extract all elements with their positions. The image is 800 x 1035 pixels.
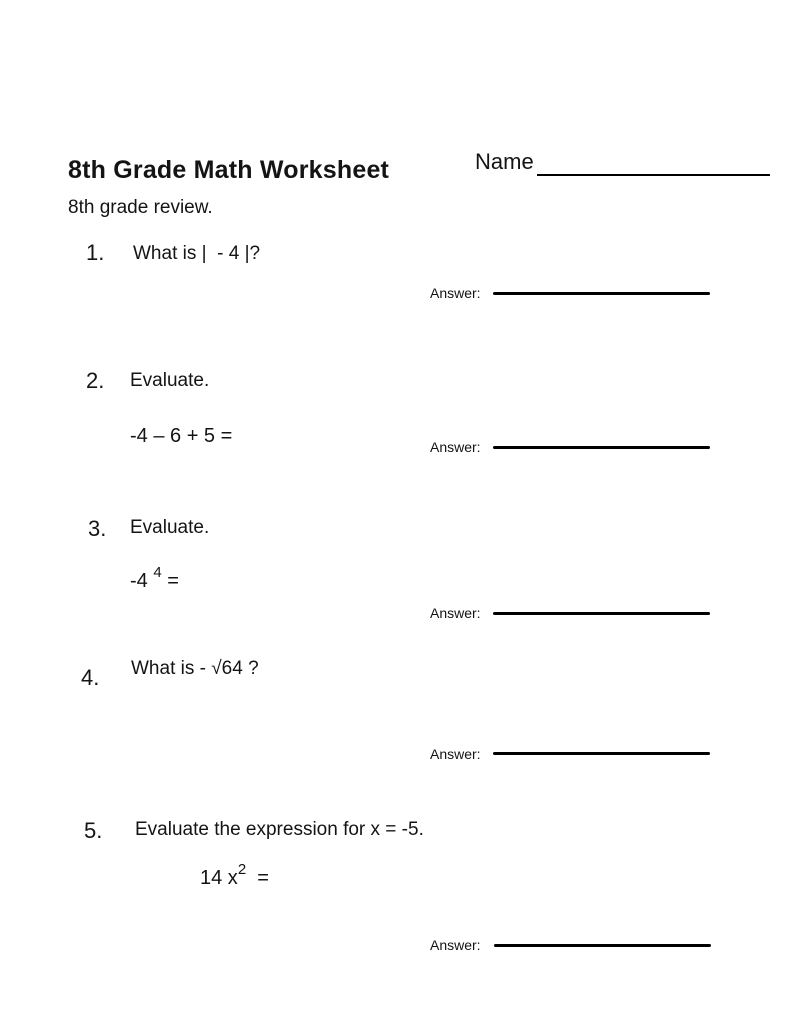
answer-4-label: Answer: [430, 746, 481, 762]
question-5-expression [200, 861, 269, 890]
answer-3-label: Answer: [430, 605, 481, 621]
question-2-text: Evaluate. [130, 370, 210, 391]
question-4-text: What is - √64 ? [131, 658, 259, 679]
question-3-number: 3. [88, 516, 107, 541]
page-title: 8th Grade Math Worksheet [68, 156, 390, 184]
answer-5-label: Answer: [430, 937, 481, 953]
question-5-text: Evaluate the expression for x = -5. [135, 819, 424, 840]
name-label: Name [475, 149, 534, 174]
question-3-exponent: 4 [153, 564, 162, 582]
question-2-number: 2. [86, 368, 105, 393]
answer-1-blank-line [493, 292, 710, 295]
answer-4-blank-line [493, 752, 710, 755]
question-3-expression [130, 564, 179, 593]
question-3-expression-tail: = [161, 570, 179, 592]
question-2-expression: -4 – 6 + 5 = [130, 425, 233, 447]
question-4-number: 4. [81, 665, 100, 690]
answer-2-blank-line [493, 446, 710, 449]
question-5-expression-base: 14 x [200, 867, 238, 889]
question-3-expression-base: -4 [130, 570, 154, 592]
question-5-expression-tail: = [246, 867, 269, 889]
answer-2-label: Answer: [430, 439, 481, 455]
question-1-number: 1. [86, 240, 105, 265]
answer-1-label: Answer: [430, 285, 481, 301]
question-5-exponent: 2 [237, 861, 247, 879]
question-5-number: 5. [84, 818, 103, 843]
answer-3-blank-line [493, 612, 710, 615]
name-blank-line [537, 174, 770, 176]
answer-5-blank-line [494, 944, 711, 947]
page-subtitle: 8th grade review. [68, 197, 213, 218]
question-1-text: What is | - 4 |? [133, 243, 261, 264]
question-3-text: Evaluate. [130, 517, 210, 538]
